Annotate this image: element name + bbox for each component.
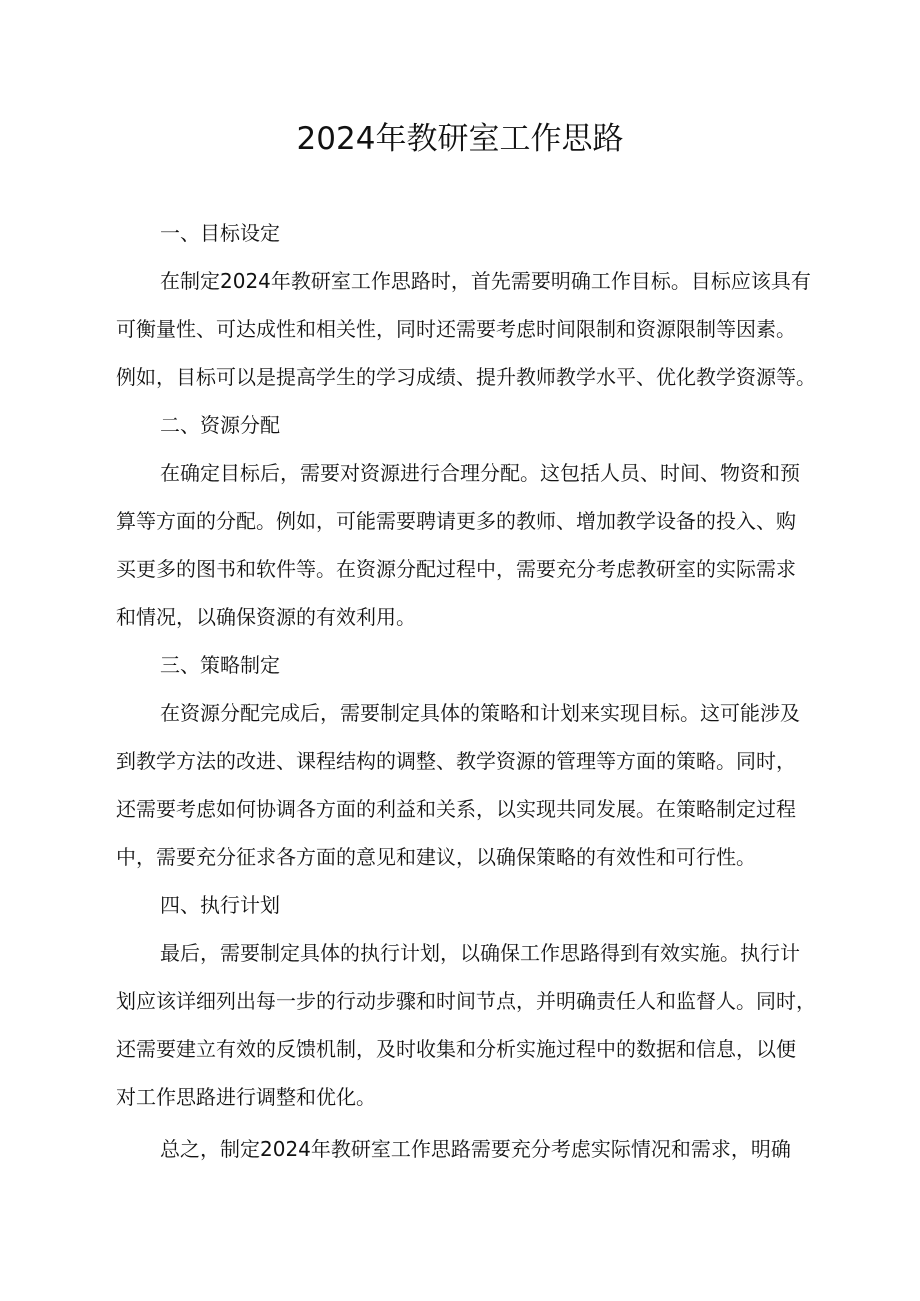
document-title: 2024年教研室工作思路 <box>296 121 624 157</box>
paragraph-line: 在制定2024年教研室工作思路时，首先需要明确工作目标。目标应该具有 <box>160 269 811 293</box>
paragraph-line: 还需要考虑如何协调各方面的利益和关系，以实现共同发展。在策略制定过程 <box>116 797 796 821</box>
paragraph-line: 算等方面的分配。例如，可能需要聘请更多的教师、增加教学设备的投入、购 <box>116 509 796 533</box>
section-heading-resources: 二、资源分配 <box>160 413 280 437</box>
paragraph-line: 还需要建立有效的反馈机制，及时收集和分析实施过程中的数据和信息，以便 <box>116 1037 796 1061</box>
section-heading-execution: 四、执行计划 <box>160 893 280 917</box>
section-heading-strategy: 三、策略制定 <box>160 653 280 677</box>
paragraph-line: 中，需要充分征求各方面的意见和建议，以确保策略的有效性和可行性。 <box>116 845 756 869</box>
paragraph-line: 在资源分配完成后，需要制定具体的策略和计划来实现目标。这可能涉及 <box>160 701 800 725</box>
paragraph-line: 可衡量性、可达成性和相关性，同时还需要考虑时间限制和资源限制等因素。 <box>116 317 796 341</box>
summary-line: 总之，制定2024年教研室工作思路需要充分考虑实际情况和需求，明确 <box>160 1137 791 1161</box>
paragraph-line: 买更多的图书和软件等。在资源分配过程中，需要充分考虑教研室的实际需求 <box>116 557 796 581</box>
paragraph-line: 最后，需要制定具体的执行计划，以确保工作思路得到有效实施。执行计 <box>160 941 800 965</box>
paragraph-line: 划应该详细列出每一步的行动步骤和时间节点，并明确责任人和监督人。同时， <box>116 989 816 1013</box>
paragraph-line: 和情况，以确保资源的有效利用。 <box>116 605 416 629</box>
paragraph-line: 对工作思路进行调整和优化。 <box>116 1085 376 1109</box>
paragraph-line: 例如，目标可以是提高学生的学习成绩、提升教师教学水平、优化教学资源等。 <box>116 365 816 389</box>
section-heading-goals: 一、目标设定 <box>160 221 280 245</box>
paragraph-line: 在确定目标后，需要对资源进行合理分配。这包括人员、时间、物资和预 <box>160 461 800 485</box>
paragraph-line: 到教学方法的改进、课程结构的调整、教学资源的管理等方面的策略。同时， <box>116 749 796 773</box>
